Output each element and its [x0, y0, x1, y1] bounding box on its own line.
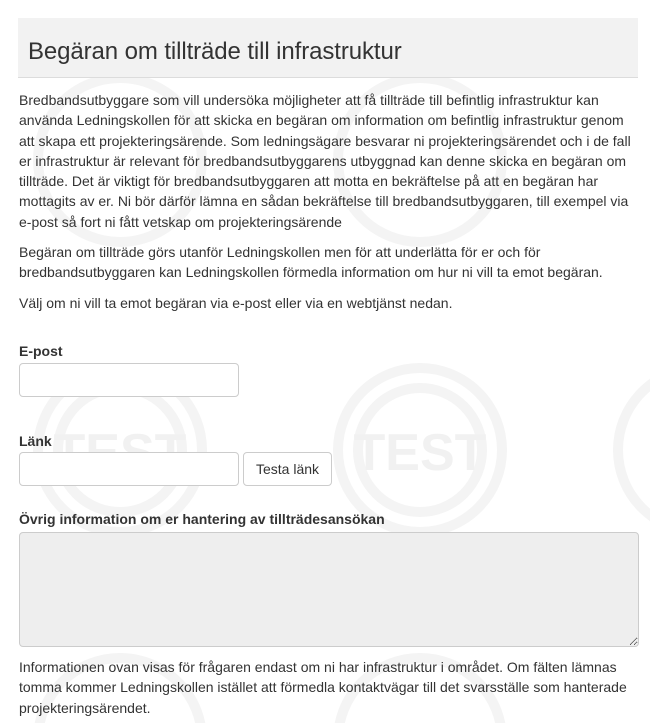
- link-input[interactable]: [19, 452, 239, 486]
- page-title: Begäran om tillträde till infrastruktur: [28, 38, 402, 65]
- email-input[interactable]: [19, 363, 239, 397]
- email-label: E-post: [19, 342, 63, 359]
- intro-paragraph-3: Välj om ni vill ta emot begäran via e-post eller via en webtjänst nedan.: [19, 294, 453, 311]
- link-group: [19, 432, 638, 486]
- other-info-group: [19, 510, 638, 647]
- panel-body: [18, 78, 638, 718]
- access-request-panel: [18, 18, 638, 728]
- watermark-text: TEST: [353, 424, 487, 482]
- footer-note: Informationen ovan visas för frågaren endast om ni har infrastruktur i området. Om fälten lämnas tomma kommer Ledningskollen istället att förmedla kontaktvägar till det svarsställe som hanterade projekteringsärendet.: [19, 658, 627, 716]
- other-info-label: Övrig information om er hantering av tillträdesansökan: [19, 510, 385, 527]
- intro-paragraph-2: Begäran om tillträde görs utanför Ledningskollen men för att underlätta för er och för bredbandsutbyggaren kan Ledningskollen förmedla information om hur ni vill ta emot begäran.: [19, 244, 603, 281]
- email-group: [19, 342, 638, 397]
- other-info-textarea[interactable]: [19, 532, 639, 647]
- intro-paragraph-1: Bredbandsutbyggare som vill undersöka möjligheter att få tillträde till befintlig infrastruktur kan använda Ledningskollen för att skicka en begäran om information om befintlig infrastruktur genom att skapa ett projekteringsärende. Som ledningsägare besvarar ni projekteringsärendet och i de fall er infrastruktur är relevant för bredbandsutbyggarens utbyggnad kan denne skicka en begäran om tillträde. Det är viktigt för bredbandsutbyggaren att motta en bekräftelse på att en begäran har mottagits av er. Ni bör därför lämna en sådan bekräftelse till bredbandsutbyggaren, till exempel via e-post så fort ni fått vetskap om projekteringsärende: [19, 92, 631, 230]
- test-link-button[interactable]: Testa länk: [243, 452, 332, 486]
- link-row: [19, 452, 638, 486]
- panel-heading: [18, 18, 638, 78]
- link-label: Länk: [19, 432, 52, 449]
